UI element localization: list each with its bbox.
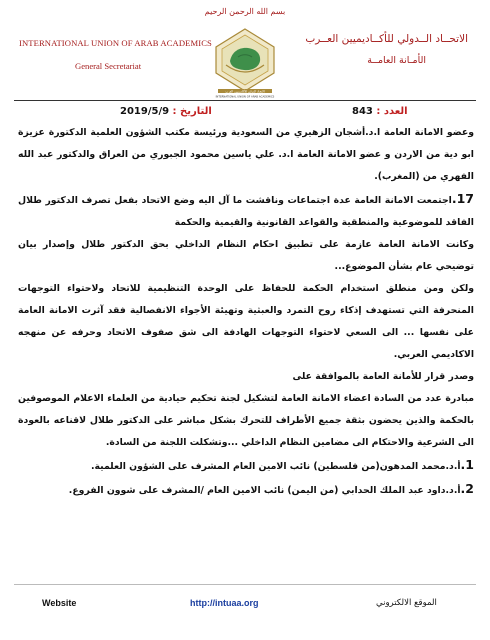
- organization-name-en: INTERNATIONAL UNION OF ARAB ACADEMICS: [19, 38, 212, 48]
- committee-member-1-text: أ.د.محمد المدهون(من فلسطين) نائب الامين العام المشرف على الشؤون العلمية.: [90, 461, 461, 472]
- number-value: 843: [352, 106, 373, 117]
- paragraph-2-text: اجتمعت الامانة العامة عدة اجتماعات وناقشت ما آل اليه وضع الاتحاد بفعل تصرف الدكتور طلال الفاقد للموضوعية والمنطقية والقواعد القانونية والقيمية والحكمة: [18, 195, 474, 228]
- paragraph-6: مبادرة عدد من السادة اعضاء الامانة العامة لتشكيل لجنة تحكيم حيادية من العلماء الاعلام الموصوفين بالحكمة والذين يحضون بثقة جميع الأطراف للتحرك بشكل مباشر على الدكتور طلال لاقناعه بالعودة الى الشرعية والاحتكام الى مضامين النظام الداخلي ...وتشكلت اللجنة من السادة.: [18, 393, 474, 448]
- paragraph-4: ولكن ومن منطلق استخدام الحكمة للحفاظ على الوحدة التنظيمية للاتحاد ولاحتواء التوجهات المنحرفة التي تستهدف إذكاء روح التمرد والعبثية وتهيئة الأجواء الانفصالية فقد آثرت الامانة العامة على نفسها ... الى السعي لاحتواء التوجهات الهادفة الى شق صفوف الاتحاد وحرفه عن منهجه الاكاديمي العربي.: [18, 283, 474, 360]
- logo-caption: الاتحاد الدولي للأكاديميين العرب: [225, 89, 265, 94]
- committee-member-1: [18, 454, 474, 478]
- website-label-ar: الموقع الالكتروني: [376, 598, 437, 608]
- department-name-ar: الأمـانة العامــة: [367, 55, 426, 66]
- committee-member-2: [18, 478, 474, 502]
- paragraph-3: وكانت الامانة العامة عازمة على تطبيق احكام النظام الداخلي بحق الدكتور طلال وإصدار بيان توضيحي عام بشأن الموضوع...: [18, 239, 474, 272]
- number-field: [352, 106, 408, 120]
- paragraph-5: وصدر قرار للأمانة العامة بالموافقة على: [292, 371, 474, 382]
- date-value: 2019/5/9: [120, 106, 170, 117]
- date-field: [120, 106, 212, 120]
- committee-member-2-text: أ.د.داود عبد الملك الحدابي (من اليمن) نائب الامين العام /المشرف على شوون الفروع.: [68, 485, 461, 496]
- english-header: [19, 38, 214, 71]
- basmala: بسم الله الرحمن الرحيم: [204, 7, 286, 16]
- website-label: Website: [42, 598, 77, 608]
- date-label: التاريخ :: [172, 106, 212, 117]
- organization-name-ar: الاتحــاد الــدولي للأكــاديميين العــرب: [305, 33, 468, 45]
- website-link[interactable]: http://intuaa.org: [190, 598, 259, 608]
- logo-caption-en: INTERNATIONAL UNION OF ARAB ACADEMICS: [215, 95, 275, 99]
- union-logo: [212, 27, 278, 99]
- number-label: العدد :: [376, 106, 408, 117]
- item-number: 2.: [460, 481, 474, 496]
- paragraph-2: [18, 188, 474, 234]
- footer-divider: [14, 584, 476, 585]
- department-name-en: General Secretariat: [75, 61, 142, 71]
- header-divider: [14, 100, 476, 101]
- letter-body: [18, 122, 474, 502]
- arabic-header: [273, 33, 468, 66]
- item-number: 1.: [460, 457, 474, 472]
- paragraph-number: 17.: [451, 191, 474, 206]
- paragraph-1: وعضو الامانة العامة ا.د.أشجان الزهيري من السعودية ورئيسة مكتب الشؤون العلمية الدكتورة عزيزة ابو دية من الاردن و عضو الامانة العامة ا.د. علي ياسين محمود الجبوري من العراق والدكتور عبد الله الفهري من (المغرب).: [18, 127, 474, 182]
